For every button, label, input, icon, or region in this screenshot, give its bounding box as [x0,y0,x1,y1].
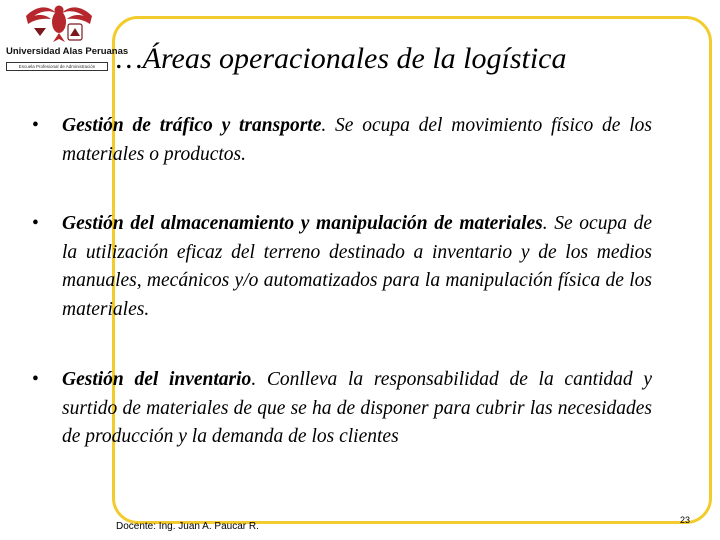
bullet-marker: • [32,369,39,390]
bullet-text [62,210,652,324]
bullet-description: . Se ocupa del movimiento físico de los materiales o productos. [62,115,652,165]
bullet-marker: • [32,115,39,136]
eagle-emblem-icon [24,2,94,44]
university-logo [2,0,129,82]
bullet-description: . Conlleva la responsabilidad de la cantidad y surtido de materiales de que se ha de disponer para cubrir las necesidades de producción y la demanda de los clientes [62,369,653,447]
bullet-text [62,366,652,452]
bullet-term: Gestión de tráfico y transporte [62,115,322,136]
page-number: 23 [679,515,690,525]
bullet-description: . Se ocupa de la utilización eficaz del terreno destinado a inventario y de los medios manuales, mecánicos y/o automatizados para la manipulación física de los materiales. [62,213,653,320]
bullet-marker: • [32,213,39,234]
bullet-item [32,210,652,324]
slide-title: …Áreas operacionales de la logística [116,42,567,75]
bullet-term: Gestión del inventario [62,369,252,390]
bullet-item [32,366,652,452]
bullet-item [32,112,652,169]
school-name: Escuela Profesional de Administración [6,62,108,71]
footer-author: Docente: Ing. Juan A. Paucar R. [116,521,259,532]
bullet-text [62,112,652,169]
bullet-term: Gestión del almacenamiento y manipulación de materiales [62,213,543,234]
university-name: Universidad Alas Peruanas [6,46,129,57]
